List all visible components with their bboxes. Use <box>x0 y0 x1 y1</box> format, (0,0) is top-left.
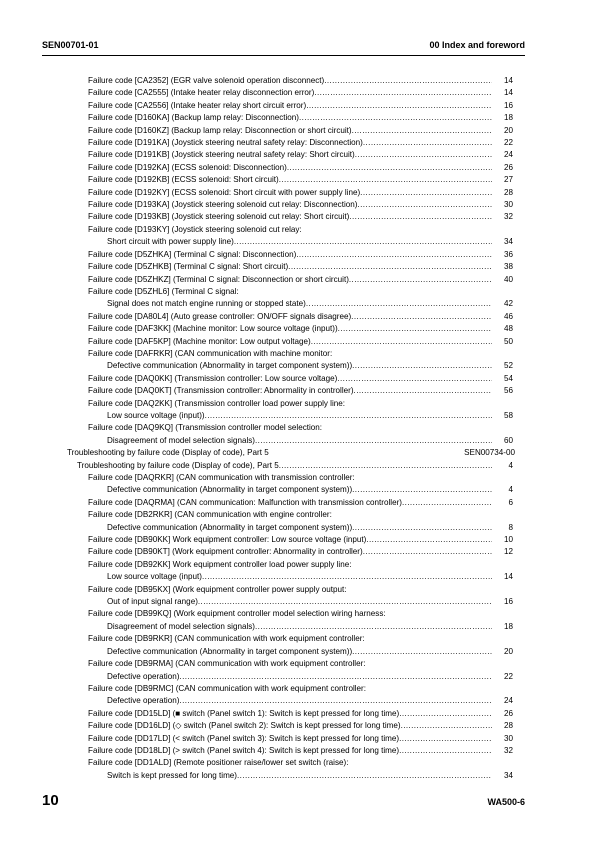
toc-page-number: 22 <box>503 138 513 148</box>
toc-entry-text-wrap <box>88 286 239 298</box>
toc-entry <box>0 286 595 298</box>
toc-page-number: 14 <box>503 572 513 582</box>
toc-entry-text-wrap <box>88 534 492 546</box>
toc-entry <box>0 187 595 199</box>
toc-entry-text-wrap <box>107 360 492 372</box>
toc-entry <box>0 125 595 137</box>
toc-entry <box>0 323 595 335</box>
toc-entry-title: Troubleshooting by failure code (Display of code), Part 5 <box>67 448 269 458</box>
toc-leader-dots <box>179 695 492 707</box>
toc-entry-title: Failure code [DA80L4] (Auto grease controller: ON/OFF signals disagree) <box>88 311 352 321</box>
toc-entry <box>0 87 595 99</box>
toc-entry-text-wrap <box>88 608 386 620</box>
toc-entry-title: Failure code [DB99KQ] (Work equipment controller model selection wiring harness: <box>88 609 386 619</box>
toc-entry-title: Failure code [DAFRKR] (CAN communication with machine monitor: <box>88 348 333 358</box>
footer-model: WA500-6 <box>487 797 525 807</box>
toc-page-number: 50 <box>503 336 513 346</box>
toc-entry <box>0 472 595 484</box>
toc-page-number: 28 <box>503 187 513 197</box>
toc-entry <box>0 745 595 757</box>
toc-entry-text-wrap <box>107 621 492 633</box>
toc-entry-title: Failure code [D192KB] (ECSS solenoid: Short circuit) <box>88 175 279 185</box>
toc-entry <box>0 633 595 645</box>
toc-page-number: 16 <box>503 100 513 110</box>
toc-entry <box>0 224 595 236</box>
toc-leader-dots <box>296 249 492 261</box>
toc-entry-title: Disagreement of model selection signals) <box>107 621 256 631</box>
toc-leader-dots <box>324 75 492 87</box>
toc-page-number: 14 <box>503 88 513 98</box>
toc-entry-text-wrap <box>88 509 332 521</box>
toc-entry-text-wrap <box>88 559 351 571</box>
toc-entry <box>0 100 595 112</box>
toc-page-number: 56 <box>503 386 513 396</box>
toc-entry-text-wrap <box>88 733 492 745</box>
toc-page-number: 54 <box>503 373 513 383</box>
toc-entry-text-wrap <box>88 683 366 695</box>
toc-entry-text-wrap <box>67 447 269 459</box>
toc-entry-title: Failure code [CA2555] (Intake heater relay disconnection error) <box>88 88 315 98</box>
toc-entry <box>0 422 595 434</box>
toc-entry-title: Failure code [DAQRMA] (CAN communication: Malfunction with transmission controller) <box>88 497 402 507</box>
toc-entry-text-wrap <box>107 298 492 310</box>
toc-page-number: 38 <box>503 262 513 272</box>
toc-entry-text-wrap <box>107 435 492 447</box>
toc-entry-title: Failure code [DB2RKR] (CAN communication with engine controller: <box>88 510 332 520</box>
toc-leader-dots <box>306 298 492 310</box>
toc-entry <box>0 435 595 447</box>
toc-entry <box>0 162 595 174</box>
table-of-contents <box>0 75 595 782</box>
toc-entry-text-wrap <box>107 695 492 707</box>
toc-leader-dots <box>355 149 492 161</box>
toc-entry-title: Failure code [D193KY] (Joystick steering solenoid cut relay: <box>88 224 302 234</box>
toc-page-number: 22 <box>503 671 513 681</box>
toc-entry-title: Failure code [D160KZ] (Backup lamp relay: Disconnection or short circuit) <box>88 125 352 135</box>
toc-entry-title: Failure code [DAF5KP] (Machine monitor: Low output voltage) <box>88 336 311 346</box>
toc-doc-id: SEN00734-00 <box>464 448 515 458</box>
toc-page-number: 34 <box>503 770 513 780</box>
toc-entry-text-wrap <box>88 100 492 112</box>
toc-entry <box>0 236 595 248</box>
toc-entry-title: Failure code [DD16LD] (◇ switch (Panel switch 2): Switch is kept pressed for long time) <box>88 721 401 731</box>
toc-entry-text-wrap <box>88 162 492 174</box>
toc-page-number: 30 <box>503 200 513 210</box>
toc-entry-text-wrap <box>77 460 492 472</box>
toc-entry-title: Failure code [D191KA] (Joystick steering neutral safety relay: Disconnection) <box>88 138 363 148</box>
toc-entry-title: Low source voltage (input)) <box>107 410 205 420</box>
toc-entry <box>0 658 595 670</box>
toc-leader-dots <box>279 460 492 472</box>
toc-entry-title: Failure code [DB90KK] Work equipment controller: Low source voltage (input) <box>88 535 367 545</box>
toc-page-number: 32 <box>503 212 513 222</box>
toc-page-number: 27 <box>503 175 513 185</box>
toc-page-number: 32 <box>503 745 513 755</box>
toc-entry <box>0 199 595 211</box>
toc-page-number: 26 <box>503 708 513 718</box>
toc-leader-dots <box>363 137 492 149</box>
toc-entry <box>0 770 595 782</box>
toc-entry-text-wrap <box>107 236 492 248</box>
toc-entry-text-wrap <box>88 422 322 434</box>
toc-entry-text-wrap <box>88 584 347 596</box>
toc-entry-text-wrap <box>107 571 492 583</box>
toc-entry-title: Defective communication (Abnormality in target component system)) <box>107 522 353 532</box>
toc-entry-text-wrap <box>107 484 492 496</box>
toc-leader-dots <box>255 435 492 447</box>
header-doc-id: SEN00701-01 <box>42 40 99 50</box>
toc-entry <box>0 546 595 558</box>
toc-entry-title: Defective communication (Abnormality in target component system)) <box>107 361 353 371</box>
toc-leader-dots <box>179 671 492 683</box>
toc-leader-dots <box>255 621 492 633</box>
toc-entry-text-wrap <box>88 373 492 385</box>
toc-leader-dots <box>366 534 492 546</box>
toc-entry <box>0 596 595 608</box>
toc-entry <box>0 249 595 261</box>
toc-entry <box>0 174 595 186</box>
toc-entry-text-wrap <box>107 522 492 534</box>
toc-entry-text-wrap <box>107 596 492 608</box>
toc-entry-text-wrap <box>88 497 492 509</box>
toc-entry-text-wrap <box>88 87 492 99</box>
toc-entry-text-wrap <box>88 112 492 124</box>
toc-entry <box>0 373 595 385</box>
toc-leader-dots <box>198 596 492 608</box>
toc-entry-text-wrap <box>88 174 492 186</box>
toc-entry <box>0 621 595 633</box>
toc-entry-title: Failure code [D5ZHKZ] (Terminal C signal: Disconnection or short circuit) <box>88 274 349 284</box>
toc-entry <box>0 608 595 620</box>
toc-page-number: 36 <box>503 249 513 259</box>
toc-leader-dots <box>205 410 492 422</box>
toc-entry-text-wrap <box>88 385 492 397</box>
toc-page-number: 28 <box>503 721 513 731</box>
toc-leader-dots <box>234 236 492 248</box>
toc-page-number: 24 <box>503 696 513 706</box>
toc-entry <box>0 646 595 658</box>
toc-page-number: 46 <box>503 311 513 321</box>
header-rule <box>42 55 525 56</box>
toc-entry <box>0 708 595 720</box>
toc-entry-title: Failure code [D192KA] (ECSS solenoid: Disconnection) <box>88 162 287 172</box>
toc-entry-title: Failure code [D193KB] (Joystick steering solenoid cut relay: Short circuit) <box>88 212 350 222</box>
toc-entry <box>0 75 595 87</box>
toc-entry-text-wrap <box>88 149 492 161</box>
toc-leader-dots <box>279 174 492 186</box>
toc-leader-dots <box>357 199 492 211</box>
toc-entry <box>0 683 595 695</box>
toc-page-number: 16 <box>503 597 513 607</box>
toc-leader-dots <box>363 546 492 558</box>
toc-page-number: 20 <box>503 125 513 135</box>
toc-page-number: 24 <box>503 150 513 160</box>
toc-leader-dots <box>352 360 492 372</box>
toc-entry-title: Defective operation) <box>107 671 180 681</box>
toc-entry-title: Failure code [D5ZHKA] (Terminal C signal: Disconnection) <box>88 249 297 259</box>
toc-entry-text-wrap <box>88 633 365 645</box>
toc-entry-text-wrap <box>88 274 492 286</box>
toc-page-number: 4 <box>508 485 513 495</box>
toc-entry <box>0 360 595 372</box>
toc-page-number: 52 <box>503 361 513 371</box>
toc-page-number: 10 <box>503 535 513 545</box>
toc-leader-dots <box>402 497 492 509</box>
toc-entry-title: Failure code [D191KB] (Joystick steering neutral safety relay: Short circuit) <box>88 150 355 160</box>
toc-entry-text-wrap <box>107 646 492 658</box>
toc-leader-dots <box>352 484 492 496</box>
toc-leader-dots <box>399 733 492 745</box>
toc-entry-text-wrap <box>88 472 355 484</box>
toc-entry <box>0 137 595 149</box>
toc-entry-text-wrap <box>88 398 345 410</box>
toc-entry-text-wrap <box>88 224 302 236</box>
toc-entry-title: Failure code [DB9RKR] (CAN communication with work equipment controller: <box>88 634 365 644</box>
toc-entry-title: Defective operation) <box>107 696 180 706</box>
toc-entry <box>0 497 595 509</box>
toc-entry-title: Failure code [DAQ2KK] (Transmission controller load power supply line: <box>88 398 346 408</box>
toc-page-number: 42 <box>503 299 513 309</box>
toc-leader-dots <box>352 125 492 137</box>
toc-entry-text-wrap <box>88 757 348 769</box>
toc-page-number: 12 <box>503 547 513 557</box>
toc-entry-title: Failure code [D5ZHKB] (Terminal C signal: Short circuit) <box>88 262 289 272</box>
toc-entry-title: Failure code [DB9RMC] (CAN communication with work equipment controller: <box>88 683 366 693</box>
toc-entry-title: Failure code [DD1ALD] (Remote positioner raise/lower set switch (raise): <box>88 758 349 768</box>
toc-page-number: 26 <box>503 162 513 172</box>
toc-page-number: 34 <box>503 237 513 247</box>
toc-page-number: 30 <box>503 733 513 743</box>
toc-leader-dots <box>349 274 492 286</box>
toc-entry <box>0 534 595 546</box>
toc-entry-text-wrap <box>88 249 492 261</box>
toc-entry-title: Failure code [DD15LD] (■ switch (Panel switch 1): Switch is kept pressed for long time) <box>88 708 400 718</box>
toc-entry-title: Failure code [DD18LD] (> switch (Panel switch 4): Switch is kept pressed for long time) <box>88 745 400 755</box>
toc-page-number: 58 <box>503 410 513 420</box>
toc-entry-title: Defective communication (Abnormality in target component system)) <box>107 485 353 495</box>
toc-entry <box>0 261 595 273</box>
toc-entry-text-wrap <box>107 410 492 422</box>
toc-entry-text-wrap <box>88 720 492 732</box>
toc-section-row <box>0 447 595 459</box>
toc-leader-dots <box>337 373 492 385</box>
toc-leader-dots <box>306 100 492 112</box>
toc-entry-title: Failure code [CA2556] (Intake heater relay short circuit error) <box>88 100 307 110</box>
toc-entry <box>0 733 595 745</box>
toc-entry-title: Failure code [DAQ9KQ] (Transmission controller model selection: <box>88 423 323 433</box>
toc-entry-text-wrap <box>88 323 492 335</box>
toc-entry <box>0 336 595 348</box>
toc-entry-text-wrap <box>88 546 492 558</box>
toc-entry-title: Failure code [DAQRKR] (CAN communication with transmission controller: <box>88 473 355 482</box>
toc-page-number: 60 <box>503 435 513 445</box>
toc-page-number: 40 <box>503 274 513 284</box>
toc-leader-dots <box>354 385 492 397</box>
toc-entry <box>0 112 595 124</box>
toc-entry-text-wrap <box>88 187 492 199</box>
toc-leader-dots <box>401 720 492 732</box>
toc-entry <box>0 584 595 596</box>
toc-entry-title: Failure code [DAQ0KK] (Transmission controller: Low source voltage) <box>88 373 338 383</box>
toc-leader-dots <box>352 522 492 534</box>
toc-entry-text-wrap <box>107 671 492 683</box>
toc-entry-title: Signal does not match engine running or stopped state) <box>107 299 306 309</box>
toc-entry-text-wrap <box>88 137 492 149</box>
toc-entry-title: Failure code [DAQ0KT] (Transmission controller: Abnormality in controller) <box>88 386 354 396</box>
toc-entry <box>0 671 595 683</box>
toc-entry-text-wrap <box>88 199 492 211</box>
toc-entry <box>0 720 595 732</box>
footer-page-number: 10 <box>42 792 59 809</box>
header-section-title: 00 Index and foreword <box>429 40 525 50</box>
toc-leader-dots <box>349 211 492 223</box>
toc-entry-title: Failure code [DD17LD] (< switch (Panel switch 3): Switch is kept pressed for long time) <box>88 733 400 743</box>
toc-leader-dots <box>360 187 492 199</box>
toc-entry-text-wrap <box>88 311 492 323</box>
toc-leader-dots <box>399 745 492 757</box>
toc-entry <box>0 398 595 410</box>
toc-entry <box>0 484 595 496</box>
toc-entry-title: Troubleshooting by failure code (Display of code), Part 5 <box>77 460 279 470</box>
toc-entry <box>0 385 595 397</box>
toc-entry-title: Failure code [D160KA] (Backup lamp relay: Disconnection) <box>88 113 299 123</box>
toc-entry-title: Failure code [DB90KT] (Work equipment controller: Abnormality in controller) <box>88 547 363 557</box>
toc-entry <box>0 348 595 360</box>
toc-page-number: 18 <box>503 621 513 631</box>
toc-leader-dots <box>352 646 492 658</box>
toc-entry <box>0 149 595 161</box>
toc-entry-text-wrap <box>88 211 492 223</box>
toc-entry <box>0 274 595 286</box>
toc-entry-text-wrap <box>88 658 366 670</box>
toc-entry-text-wrap <box>88 708 492 720</box>
toc-entry <box>0 695 595 707</box>
toc-leader-dots <box>351 311 492 323</box>
toc-leader-dots <box>338 323 492 335</box>
toc-entry-title: Failure code [D193KA] (Joystick steering solenoid cut relay: Disconnection) <box>88 200 358 210</box>
toc-entry <box>0 410 595 422</box>
toc-leader-dots <box>299 112 492 124</box>
toc-page-number: 4 <box>508 460 513 470</box>
toc-entry-title: Defective communication (Abnormality in target component system)) <box>107 646 353 656</box>
toc-entry-text-wrap <box>88 75 492 87</box>
toc-leader-dots <box>287 162 492 174</box>
toc-entry-title: Switch is kept pressed for long time) <box>107 770 238 780</box>
toc-page-number: 20 <box>503 646 513 656</box>
toc-page-number: 48 <box>503 324 513 334</box>
toc-entry-text-wrap <box>88 336 492 348</box>
toc-entry <box>0 311 595 323</box>
toc-entry-title: Disagreement of model selection signals) <box>107 435 256 445</box>
toc-entry-text-wrap <box>88 261 492 273</box>
toc-entry <box>0 298 595 310</box>
toc-entry <box>0 757 595 769</box>
toc-entry-title: Short circuit with power supply line) <box>107 237 234 247</box>
toc-leader-dots <box>399 708 492 720</box>
toc-entry <box>0 460 595 472</box>
toc-entry-title: Failure code [D192KY] (ECSS solenoid: Short circuit with power supply line) <box>88 187 361 197</box>
toc-entry-text-wrap <box>88 745 492 757</box>
toc-entry-text-wrap <box>88 125 492 137</box>
toc-entry <box>0 559 595 571</box>
toc-entry-title: Failure code [DB92KK] Work equipment controller load power supply line: <box>88 559 352 569</box>
toc-page-number: 14 <box>503 76 513 85</box>
toc-entry <box>0 522 595 534</box>
toc-entry-text-wrap <box>88 348 332 360</box>
toc-leader-dots <box>202 571 492 583</box>
toc-entry-title: Failure code [D5ZHL6] (Terminal C signal: <box>88 286 239 296</box>
toc-entry-title: Failure code [DB95KX] (Work equipment controller power supply output: <box>88 584 347 594</box>
toc-leader-dots <box>311 336 492 348</box>
toc-leader-dots <box>314 87 492 99</box>
toc-leader-dots <box>237 770 492 782</box>
toc-entry-text-wrap <box>107 770 492 782</box>
toc-leader-dots <box>288 261 492 273</box>
toc-page-number: 6 <box>508 497 513 507</box>
toc-entry-title: Out of input signal range) <box>107 597 198 607</box>
toc-entry-title: Failure code [DB9RMA] (CAN communication with work equipment controller: <box>88 659 366 669</box>
toc-entry-title: Failure code [CA2352] (EGR valve solenoid operation disconnect) <box>88 76 325 85</box>
toc-page-number: 8 <box>508 522 513 532</box>
toc-entry <box>0 211 595 223</box>
toc-page-number: 18 <box>503 113 513 123</box>
toc-entry <box>0 509 595 521</box>
toc-entry-title: Low source voltage (input) <box>107 572 202 582</box>
toc-entry <box>0 571 595 583</box>
toc-entry-title: Failure code [DAF3KK] (Machine monitor: Low source voltage (input)) <box>88 324 338 334</box>
